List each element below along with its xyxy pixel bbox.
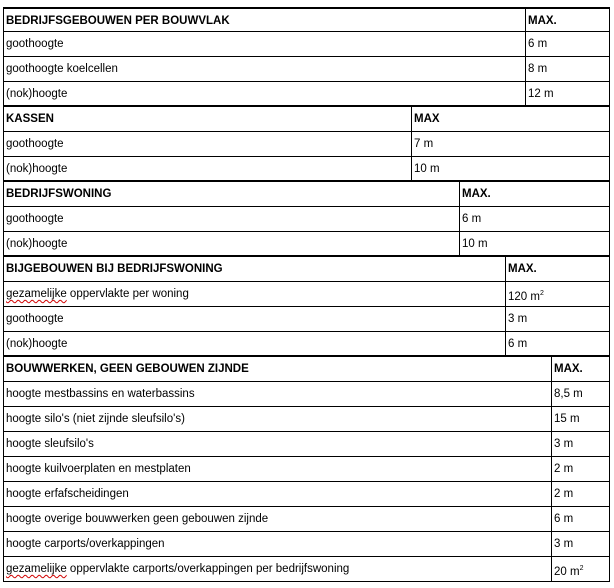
table-row [3, 482, 610, 507]
table-row [3, 307, 610, 332]
row-value: 3 m [554, 538, 574, 550]
row-label-rest: oppervlakte carports/overkappingen per bedrijfswoning [66, 563, 350, 575]
section-header-row [3, 7, 610, 32]
table-row [3, 407, 610, 432]
row-value: 3 m [508, 313, 528, 325]
table-row [3, 532, 610, 557]
max-column-header: MAX [414, 113, 440, 125]
regulations-document [3, 7, 610, 582]
spelling-flagged-word: gezamelijke [6, 288, 67, 300]
section-title: BOUWWERKEN, GEEN GEBOUWEN ZIJNDE [6, 363, 249, 375]
row-value: 6 m [462, 213, 482, 225]
value-superscript: 2 [539, 290, 544, 297]
table-row [3, 457, 610, 482]
table-row [3, 82, 610, 107]
section-title: BIJGEBOUWEN BIJ BEDRIJFSWONING [6, 263, 223, 275]
table-row [3, 207, 610, 232]
row-label: goothoogte koelcellen [6, 63, 118, 75]
value-text: 20 m [554, 565, 580, 578]
table-row [3, 557, 610, 582]
section-title: KASSEN [6, 113, 54, 125]
table-row [3, 507, 610, 532]
row-label: hoogte sleufsilo's [6, 438, 94, 450]
row-value: 6 m [508, 338, 528, 350]
section-header-row [3, 107, 610, 132]
row-label: hoogte kuilvoerplaten en mestplaten [6, 463, 191, 475]
section-bijgebouwen [3, 257, 610, 357]
row-label [3, 557, 349, 581]
value-superscript: 2 [579, 565, 584, 572]
row-label: goothoogte [6, 38, 64, 50]
section-bedrijfsgebouwen [3, 7, 610, 107]
table-row [3, 232, 610, 257]
row-label: hoogte overige bouwwerken geen gebouwen zijnde [6, 513, 269, 525]
section-kassen [3, 107, 610, 182]
row-value: 2 m [554, 488, 574, 500]
row-value: 7 m [414, 138, 434, 150]
section-title: BEDRIJFSWONING [6, 188, 112, 200]
row-value: 3 m [554, 438, 574, 450]
row-value: 2 m [554, 463, 574, 475]
row-label: hoogte mestbassins en waterbassins [6, 388, 195, 400]
table-row [3, 132, 610, 157]
row-label: (nok)hoogte [6, 88, 68, 100]
row-label: (nok)hoogte [6, 163, 68, 175]
row-value [551, 557, 583, 581]
table-row [3, 332, 610, 357]
row-label: goothoogte [6, 138, 64, 150]
table-row [3, 432, 610, 457]
row-label: hoogte carports/overkappingen [6, 538, 165, 550]
row-label: goothoogte [6, 213, 64, 225]
row-value: 12 m [528, 88, 554, 100]
section-bedrijfswoning [3, 182, 610, 257]
max-column-header: MAX. [528, 15, 557, 27]
row-value: 15 m [554, 413, 580, 425]
section-header-row [3, 257, 610, 282]
table-row [3, 32, 610, 57]
table-row [3, 382, 610, 407]
max-column-header: MAX. [554, 363, 583, 375]
section-header-row [3, 182, 610, 207]
row-value: 8,5 m [554, 388, 583, 400]
row-value: 6 m [554, 513, 574, 525]
row-label: hoogte silo's (niet zijnde sleufsilo's) [6, 413, 185, 425]
table-row [3, 157, 610, 182]
row-label [3, 282, 189, 306]
row-value: 8 m [528, 63, 548, 75]
row-label-rest: oppervlakte per woning [66, 288, 189, 300]
row-label: goothoogte [6, 313, 64, 325]
value-text: 120 m [508, 290, 540, 303]
row-value: 10 m [414, 163, 440, 175]
row-value: 10 m [462, 238, 488, 250]
row-label: (nok)hoogte [6, 238, 68, 250]
spelling-flagged-word: gezamelijke [6, 563, 67, 575]
max-column-header: MAX. [508, 263, 537, 275]
row-label: hoogte erfafscheidingen [6, 488, 129, 500]
row-value [505, 282, 544, 306]
section-bouwwerken [3, 357, 610, 582]
table-row [3, 57, 610, 82]
table-row [3, 282, 610, 307]
section-title: BEDRIJFSGEBOUWEN PER BOUWVLAK [6, 15, 230, 27]
max-column-header: MAX. [462, 188, 491, 200]
row-label: (nok)hoogte [6, 338, 68, 350]
row-value: 6 m [528, 38, 548, 50]
section-header-row [3, 357, 610, 382]
